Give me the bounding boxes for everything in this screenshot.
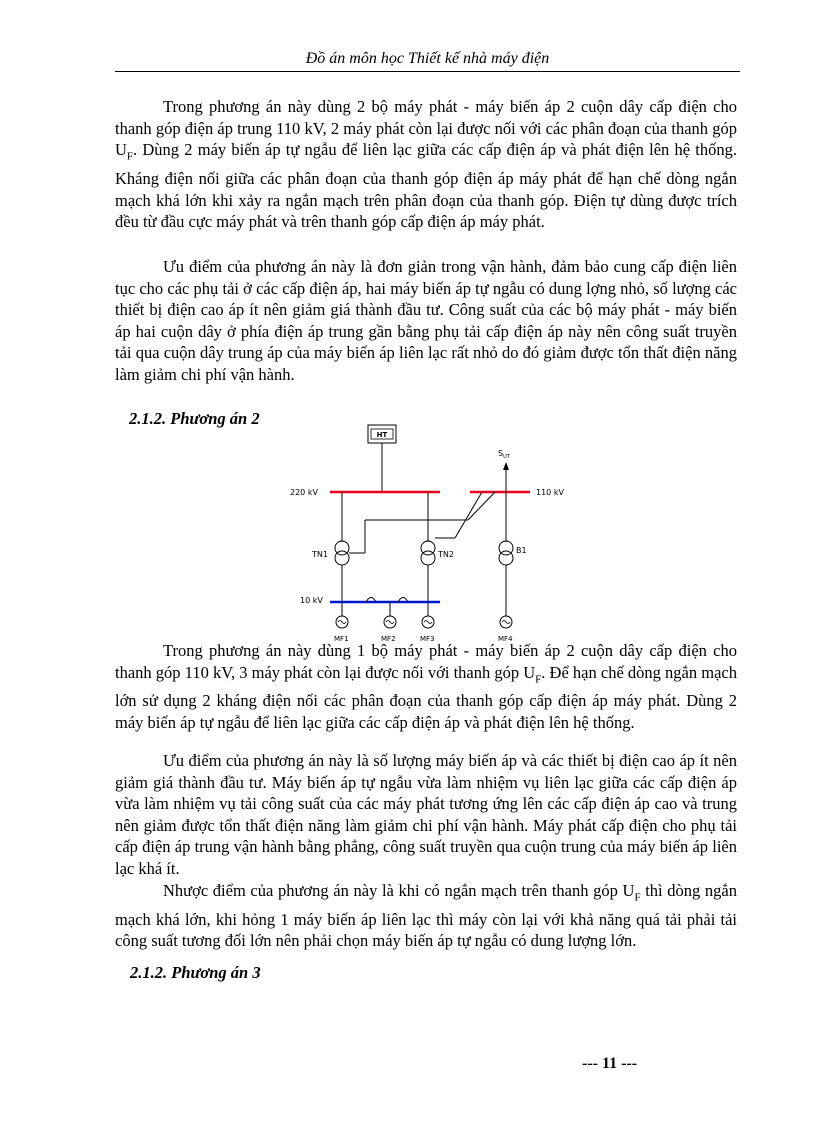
bus-110-label: 110 kV: [536, 488, 564, 497]
load-label: $S_{UT}$: [498, 449, 510, 460]
tn2-label: TN2: [438, 550, 454, 559]
bus-10-label: 10 kV: [300, 596, 323, 605]
paragraph-1: Trong phương án này dùng 2 bộ máy phát - máy biến áp 2 cuộn dây cấp điện cho thanh góp điện áp trung 110 kV, 2 máy phát còn lại được nối với các phân đoạn của thanh góp $U_F$. Dùng 2 máy biến áp tự ngẫu để liên lạc giữa các cấp điện áp và phát điện lên hệ thống. Kháng điện nối giữa các phân đoạn của thanh góp điện áp máy phát để hạn chế dòng ngắn mạch khá lớn khi xảy ra ngắn mạch trên phân đoạn của thanh góp. Điện tự dùng được trích đều từ đầu cực máy phát và trên thanh góp cấp điện áp máy phát.: [115, 97, 737, 232]
mf3-label: MF3: [420, 635, 435, 643]
bus-220-label: 220 kV: [290, 488, 318, 497]
mf4-label: MF4: [498, 635, 513, 643]
header-rule: [115, 71, 740, 72]
b1-winding-2: [499, 551, 513, 565]
tn2-winding-2: [421, 551, 435, 565]
tn1-label: TN1: [312, 550, 328, 559]
heading-option-2: 2.1.2. Phương án 2: [129, 409, 260, 428]
page-number: --- 11 ---: [582, 1055, 638, 1072]
heading-option-3: 2.1.2. Phương án 3: [130, 963, 261, 982]
paragraph-3: Trong phương án này dùng 1 bộ máy phát - máy biến áp 2 cuộn dây cấp điện cho thanh góp 110 kV, 3 máy phát còn lại được nối với thanh góp $U_F$. Để hạn chế dòng ngắn mạch lớn sử dụng 2 kháng điện nối các phân đoạn của thanh góp cấp điện áp máy phát. Dùng 2 máy biến áp tự ngẫu để liên lạc giữa các cấp điện áp và phát điện lên hệ thống.: [115, 641, 737, 733]
single-line-diagram: [290, 420, 590, 645]
tn1-winding-2: [335, 551, 349, 565]
b1-label: B1: [516, 546, 527, 555]
mf1-label: MF1: [334, 635, 349, 643]
system-label: HT: [376, 431, 388, 439]
paragraph-5: Nhược điểm của phương án này là khi có ngắn mạch trên thanh góp $U_F$ thì dòng ngắn mạch khá lớn, khi hỏng 1 máy biến áp liên lạc thì máy còn lại với khả năng quá tải phải tải công suất tương đối lớn nên phải chọn máy biến áp tự ngẫu có dung lượng lớn.: [115, 881, 737, 951]
page-header: Đồ án môn học Thiết kế nhà máy điện: [305, 50, 550, 67]
paragraph-4: Ưu điểm của phương án này là số lượng máy biến áp và các thiết bị điện cao áp ít nên giảm giá thành đầu tư. Máy biến áp tự ngẫu vừa làm nhiệm vụ liên lạc giữa các cấp điện áp vừa làm nhiệm vụ tải công suất của các máy phát tương ứng lên các cấp điện áp cao và trung nên giảm được tổn thất điện năng làm giảm chi phí vận hành. Máy phát cấp điện cho phụ tải cấp điện áp trung vận hành bằng phẳng, công suất truyền qua cuộn trung của máy biến áp liên lạc khá ít.: [115, 751, 737, 878]
mf2-label: MF2: [381, 635, 396, 643]
paragraph-2: Ưu điểm của phương án này là đơn giản trong vận hành, đảm bảo cung cấp điện liên tục cho các phụ tải ở các cấp điện áp, hai máy biến áp tự ngẫu có dung lợng nhỏ, số lượng các thiết bị điện cao áp ít nên giảm giá thành đầu tư. Công suất của các bộ máy phát - máy biến áp hai cuộn dây ở phía điện áp trung gần bằng phụ tải cấp điện áp này nên công suất truyền tải qua cuộn dây trung áp của máy biến áp liên lạc rất nhỏ do đó giảm được tổn thất điện năng làm giảm chi phí vận hành.: [115, 257, 737, 384]
